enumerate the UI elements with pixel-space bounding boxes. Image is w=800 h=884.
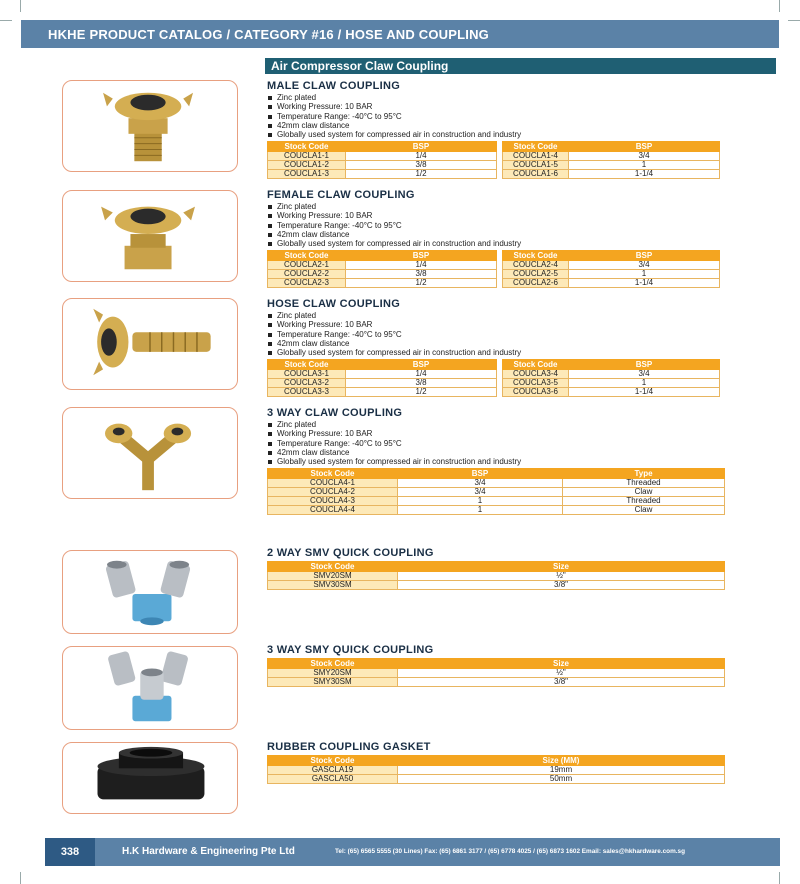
table-row [268, 775, 725, 784]
size-value: ½" [398, 572, 725, 581]
bsp-value: 1 [398, 506, 563, 515]
feature-item: Globally used system for compressed air in construction and industry [267, 457, 777, 466]
table-row [268, 279, 497, 288]
feature-item: Working Pressure: 10 BAR [267, 102, 777, 111]
crop-mark [788, 20, 800, 21]
stock-code: COUCLA1-4 [503, 152, 569, 161]
crop-mark [779, 872, 780, 884]
column-header: Stock Code [503, 251, 569, 261]
crop-mark [20, 872, 21, 884]
stock-code: COUCLA4-3 [268, 497, 398, 506]
3-way-smy-quick-coupling-image [62, 646, 238, 730]
size-value: 3/8" [398, 581, 725, 590]
table-row [268, 581, 725, 590]
product-rubber-coupling-gasket [267, 741, 777, 784]
bsp-value: 1/2 [346, 388, 497, 397]
column-header: Stock Code [268, 562, 398, 572]
stock-code: COUCLA2-5 [503, 270, 569, 279]
column-header: Size [398, 659, 725, 669]
column-header: Stock Code [268, 251, 346, 261]
bsp-value: 3/8 [346, 270, 497, 279]
3-way-claw-coupling-image [62, 407, 238, 499]
stock-code: COUCLA1-6 [503, 170, 569, 179]
bsp-value: 3/4 [569, 152, 720, 161]
stock-code: COUCLA1-5 [503, 161, 569, 170]
feature-item: 42mm claw distance [267, 448, 777, 457]
feature-item: Temperature Range: -40°C to 95°C [267, 330, 777, 339]
stock-code: COUCLA3-4 [503, 370, 569, 379]
column-header: Stock Code [268, 659, 398, 669]
size-value: 19mm [398, 766, 725, 775]
feature-item: Working Pressure: 10 BAR [267, 429, 777, 438]
column-header: BSP [569, 360, 720, 370]
feature-item: 42mm claw distance [267, 230, 777, 239]
feature-item: 42mm claw distance [267, 339, 777, 348]
stock-code: COUCLA3-6 [503, 388, 569, 397]
feature-list [267, 420, 777, 466]
female-claw-coupling-image [62, 190, 238, 282]
product-female-claw-coupling [267, 189, 777, 288]
crop-mark [0, 20, 12, 21]
stock-code: COUCLA2-3 [268, 279, 346, 288]
feature-item: Temperature Range: -40°C to 95°C [267, 221, 777, 230]
type-value: Threaded [563, 497, 725, 506]
stock-table-right [502, 141, 720, 179]
bsp-value: 1-1/4 [569, 170, 720, 179]
column-header: Type [563, 469, 725, 479]
stock-code: COUCLA1-3 [268, 170, 346, 179]
stock-code: COUCLA3-3 [268, 388, 346, 397]
product-title: HOSE CLAW COUPLING [267, 298, 401, 310]
column-header: BSP [346, 251, 497, 261]
product-title: 3 WAY CLAW COUPLING [267, 407, 403, 419]
bsp-value: 1/4 [346, 261, 497, 270]
feature-item: Working Pressure: 10 BAR [267, 320, 777, 329]
rubber-gasket-image [62, 742, 238, 814]
stock-code: COUCLA2-1 [268, 261, 346, 270]
bsp-value: 1 [398, 497, 563, 506]
column-header: Stock Code [503, 360, 569, 370]
bsp-value: 1-1/4 [569, 388, 720, 397]
bsp-value: 3/4 [398, 479, 563, 488]
feature-item: Zinc plated [267, 311, 777, 320]
stock-code: GASCLA50 [268, 775, 398, 784]
feature-item: Zinc plated [267, 202, 777, 211]
bsp-value: 1-1/4 [569, 279, 720, 288]
stock-table-right [502, 359, 720, 397]
bsp-value: 3/4 [569, 261, 720, 270]
stock-code: SMY30SM [268, 678, 398, 687]
bsp-value: 1/4 [346, 152, 497, 161]
bsp-value: 3/4 [569, 370, 720, 379]
column-header: BSP [346, 142, 497, 152]
product-3-way-smy-quick-coupling [267, 644, 777, 687]
size-value: 50mm [398, 775, 725, 784]
crop-mark [779, 0, 780, 12]
bsp-value: 1/4 [346, 370, 497, 379]
stock-code: COUCLA2-4 [503, 261, 569, 270]
stock-table [267, 561, 725, 590]
column-header: Stock Code [268, 469, 398, 479]
feature-item: Globally used system for compressed air in construction and industry [267, 239, 777, 248]
feature-item: Globally used system for compressed air in construction and industry [267, 130, 777, 139]
column-header: Stock Code [268, 142, 346, 152]
feature-list [267, 311, 777, 357]
stock-table [267, 468, 725, 515]
hose-claw-coupling-image [62, 298, 238, 390]
type-value: Threaded [563, 479, 725, 488]
bsp-value: 3/4 [398, 488, 563, 497]
feature-item: Zinc plated [267, 93, 777, 102]
stock-code: COUCLA4-2 [268, 488, 398, 497]
stock-code: SMY20SM [268, 669, 398, 678]
feature-item: Temperature Range: -40°C to 95°C [267, 439, 777, 448]
column-header: Stock Code [268, 360, 346, 370]
male-claw-coupling-image [62, 80, 238, 172]
product-hose-claw-coupling [267, 298, 777, 397]
type-value: Claw [563, 506, 725, 515]
page-number: 338 [45, 838, 95, 866]
stock-code: COUCLA3-2 [268, 379, 346, 388]
stock-code: COUCLA2-6 [503, 279, 569, 288]
product-male-claw-coupling [267, 80, 777, 179]
stock-code: COUCLA1-2 [268, 161, 346, 170]
column-header: BSP [398, 469, 563, 479]
bsp-value: 1 [569, 379, 720, 388]
column-header: BSP [569, 142, 720, 152]
bsp-value: 1 [569, 270, 720, 279]
size-value: 3/8" [398, 678, 725, 687]
stock-code: COUCLA4-4 [268, 506, 398, 515]
stock-table-left [267, 250, 497, 288]
stock-table-right [502, 250, 720, 288]
stock-code: COUCLA3-5 [503, 379, 569, 388]
stock-code: COUCLA1-1 [268, 152, 346, 161]
product-2-way-smv-quick-coupling [267, 547, 777, 590]
crop-mark [20, 0, 21, 12]
feature-item: Globally used system for compressed air in construction and industry [267, 348, 777, 357]
size-value: ½" [398, 669, 725, 678]
product-title: 2 WAY SMV QUICK COUPLING [267, 547, 434, 559]
column-header: BSP [569, 251, 720, 261]
stock-code: SMV20SM [268, 572, 398, 581]
footer-company: H.K Hardware & Engineering Pte Ltd [122, 846, 295, 857]
table-row [503, 388, 720, 397]
stock-code: COUCLA2-2 [268, 270, 346, 279]
product-title: MALE CLAW COUPLING [267, 80, 401, 92]
table-row [503, 170, 720, 179]
column-header: Size [398, 562, 725, 572]
feature-item: Working Pressure: 10 BAR [267, 211, 777, 220]
bsp-value: 1/2 [346, 170, 497, 179]
bsp-value: 3/8 [346, 161, 497, 170]
table-row [268, 506, 725, 515]
footer-contact: Tel: (65) 6565 5555 (30 Lines) Fax: (65) 6861 3177 / (65) 6778 4025 / (65) 6873 1602 Email: sales@hkhardware.com.sg [335, 848, 685, 855]
table-row [503, 279, 720, 288]
feature-list [267, 93, 777, 139]
product-3-way-claw-coupling [267, 407, 777, 515]
feature-item: Zinc plated [267, 420, 777, 429]
column-header: Stock Code [268, 756, 398, 766]
table-row [268, 170, 497, 179]
feature-list [267, 202, 777, 248]
table-row [268, 678, 725, 687]
stock-table-left [267, 359, 497, 397]
column-header: Stock Code [503, 142, 569, 152]
table-row [268, 388, 497, 397]
feature-item: Temperature Range: -40°C to 95°C [267, 112, 777, 121]
column-header: BSP [346, 360, 497, 370]
stock-table [267, 755, 725, 784]
stock-code: COUCLA4-1 [268, 479, 398, 488]
bsp-value: 1/2 [346, 279, 497, 288]
section-banner: Air Compressor Claw Coupling [265, 58, 776, 74]
bsp-value: 1 [569, 161, 720, 170]
stock-code: SMV30SM [268, 581, 398, 590]
type-value: Claw [563, 488, 725, 497]
product-title: RUBBER COUPLING GASKET [267, 741, 431, 753]
product-title: 3 WAY SMY QUICK COUPLING [267, 644, 434, 656]
stock-code: GASCLA19 [268, 766, 398, 775]
bsp-value: 3/8 [346, 379, 497, 388]
column-header: Size (MM) [398, 756, 725, 766]
stock-code: COUCLA3-1 [268, 370, 346, 379]
product-title: FEMALE CLAW COUPLING [267, 189, 415, 201]
stock-table-left [267, 141, 497, 179]
stock-table [267, 658, 725, 687]
2-way-smv-quick-coupling-image [62, 550, 238, 634]
feature-item: 42mm claw distance [267, 121, 777, 130]
page-title: HKHE PRODUCT CATALOG / CATEGORY #16 / HOSE AND COUPLING [48, 27, 489, 42]
